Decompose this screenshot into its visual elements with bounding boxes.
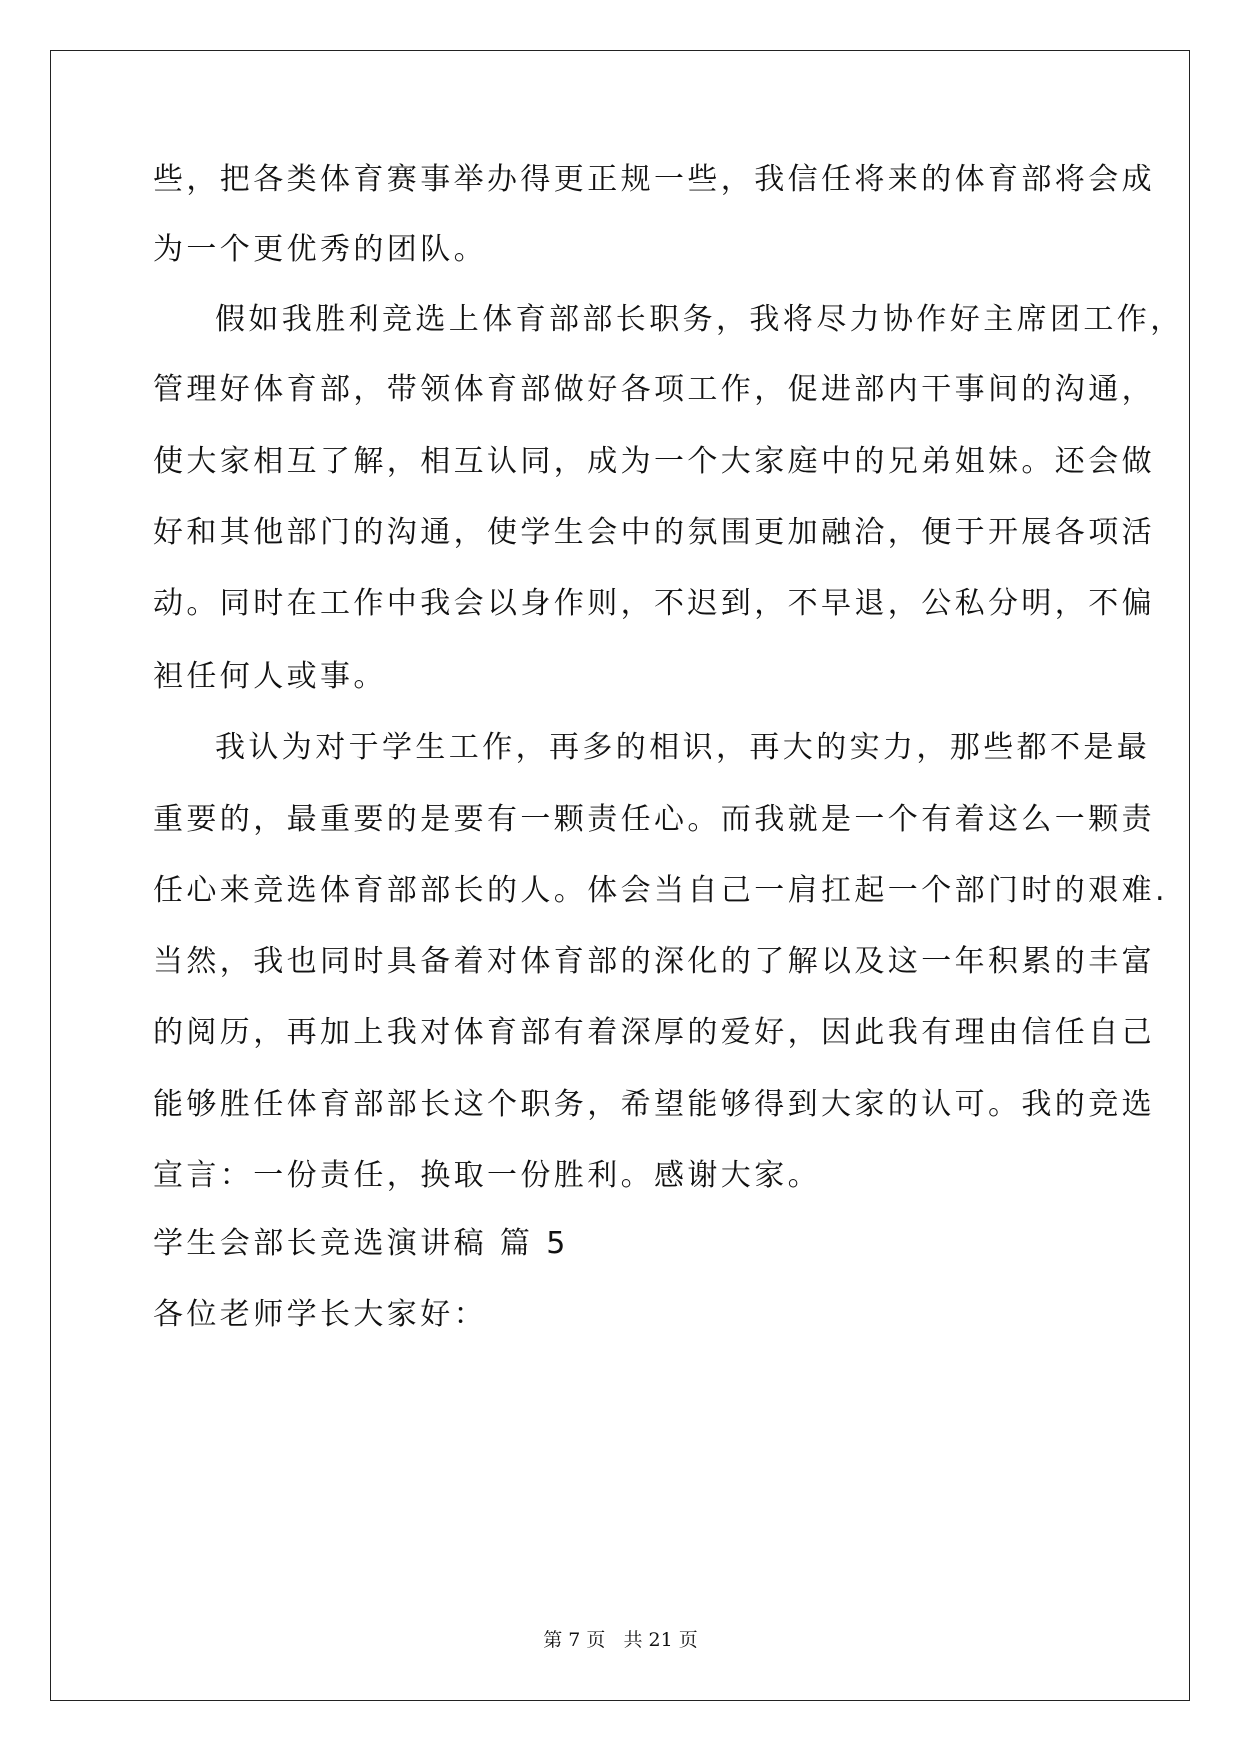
section-heading: 学生会部长竞选演讲稿 篇 5 (153, 1226, 569, 1261)
text-line: 重要的，最重要的是要有一颗责任心。而我就是一个有着这么一颗责 (153, 802, 1155, 837)
page-footer (0, 1628, 1241, 1652)
text-line: 动。同时在工作中我会以身作则，不迟到，不早退，公私分明，不偏 (153, 586, 1155, 621)
text-line: 些，把各类体育赛事举办得更正规一些，我信任将来的体育部将会成 (153, 162, 1155, 197)
text-line: 的阅历，再加上我对体育部有着深厚的爱好，因此我有理由信任自己 (153, 1015, 1155, 1050)
text-line: 管理好体育部，带领体育部做好各项工作，促进部内干事间的沟通， (153, 372, 1155, 407)
text-line: 袒任何人或事。 (153, 659, 387, 694)
text-line: 为一个更优秀的团队。 (153, 232, 487, 267)
text-line: 宣言：一份责任，换取一份胜利。感谢大家。 (153, 1158, 821, 1193)
paragraph-start-line: 我认为对于学生工作，再多的相识，再大的实力，那些都不是最 (215, 730, 1151, 765)
paragraph-start-line: 假如我胜利竞选上体育部部长职务，我将尽力协作好主席团工作， (215, 302, 1184, 337)
page-number: 第 7 页 共 21 页 (543, 1629, 698, 1651)
salutation-line: 各位老师学长大家好： (153, 1297, 487, 1332)
text-line: 任心来竞选体育部部长的人。体会当自己一肩扛起一个部门时的艰难. (153, 873, 1168, 908)
text-line: 当然，我也同时具备着对体育部的深化的了解以及这一年积累的丰富 (153, 944, 1155, 979)
text-line: 能够胜任体育部部长这个职务，希望能够得到大家的认可。我的竞选 (153, 1087, 1155, 1122)
text-line: 使大家相互了解，相互认同，成为一个大家庭中的兄弟姐妹。还会做 (153, 444, 1155, 479)
text-line: 好和其他部门的沟通，使学生会中的氛围更加融洽，便于开展各项活 (153, 515, 1155, 550)
